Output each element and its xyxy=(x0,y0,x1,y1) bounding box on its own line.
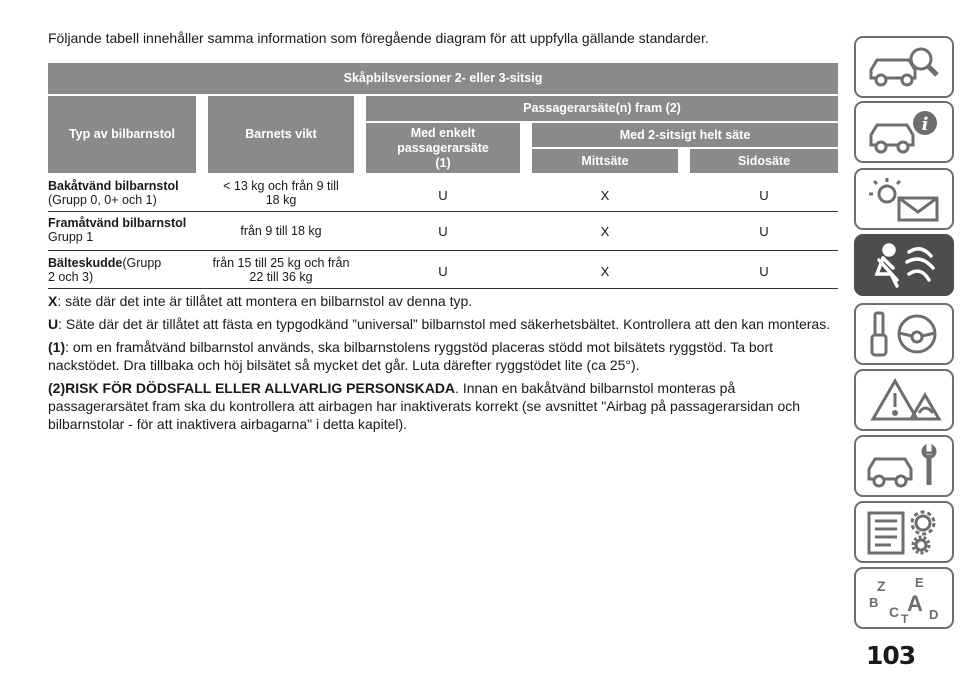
alphabet-index-icon xyxy=(863,573,945,623)
car-wrench-icon xyxy=(863,441,945,491)
note-1: (1): om en framåtvänd bilbarnstol används, ska bilbarnstolens ryggstöd placeras stödd mot bilsätets ryggstöd. Ta bort nackstödet. Dra tillbaka och höj bilsätet så mycket det går. Luta därefter ryggstödet lite (ca 25°). xyxy=(48,339,774,373)
svg-text:C: C xyxy=(889,604,900,620)
note-2: (2)RISK FÖR DÖDSFALL ELLER ALLVARLIG PERSONSKADA. Innan en bakåtvänd bilbarnstol monteras på passagerarsätet fram ska du kontrollera att airbagen har inaktiverats korrekt (se avsnittet "Airbag på passagerarsidan och bilbarnstolar - för att inaktivera airbagarna" i detta kapitel). xyxy=(48,380,801,432)
tab-safety[interactable] xyxy=(854,234,954,296)
row3-side: U xyxy=(759,264,769,279)
page-number: 103 xyxy=(866,641,916,670)
header-seat-type: Typ av bilbarnstol xyxy=(48,96,196,173)
row2-weight: från 9 till 18 kg xyxy=(240,224,322,238)
row2-middle: X xyxy=(600,224,610,239)
row1-type: Bakåtvänd bilbarnstol (Grupp 0, 0+ och 1) xyxy=(48,179,179,207)
svg-text:i: i xyxy=(921,114,929,135)
tab-start-drive[interactable] xyxy=(854,303,954,365)
header-bench-seat: Med 2-sitsigt helt säte xyxy=(532,123,838,147)
table-notes xyxy=(48,292,838,438)
tab-technical-data[interactable] xyxy=(854,501,954,563)
row3-weight: från 15 till 25 kg och från 22 till 36 kg xyxy=(212,256,350,284)
car-info-icon xyxy=(863,107,945,157)
row1-weight: < 13 kg och från 9 till 18 kg xyxy=(223,179,339,207)
header-middle-seat: Mittsäte xyxy=(532,149,678,173)
tab-emergency[interactable] xyxy=(854,369,954,431)
warning-triangle-icon xyxy=(863,375,945,425)
row1-side: U xyxy=(759,188,769,203)
header-single-seat: Med enkelt passagerarsäte (1) xyxy=(366,123,520,173)
tab-maintenance[interactable] xyxy=(854,435,954,497)
header-side-seat: Sidosäte xyxy=(690,149,838,173)
row1-middle: X xyxy=(600,188,610,203)
row3-single: U xyxy=(438,264,448,279)
row2-type: Framåtvänd bilbarnstol Grupp 1 xyxy=(48,216,187,244)
svg-text:B: B xyxy=(869,595,879,610)
child-seat-table xyxy=(48,63,838,291)
row1-single: U xyxy=(438,188,448,203)
car-search-icon xyxy=(863,42,945,92)
row2-single: U xyxy=(438,224,448,239)
intro-text: Följande tabell innehåller samma information som föregående diagram för att uppfylla gällande standarder. xyxy=(48,30,709,46)
row3-type: Bälteskudde(Grupp 2 och 3) xyxy=(48,256,162,284)
row2-side: U xyxy=(759,224,769,239)
note-u: U: Säte där det är tillåtet att fästa en typgodkänd ”universal” bilbarnstol med säkerhetsbältet. Kontrollera att den kan monteras. xyxy=(48,316,831,332)
key-steering-wheel-icon xyxy=(863,309,945,359)
seatbelt-airbag-icon xyxy=(863,240,945,290)
svg-text:Z: Z xyxy=(877,578,886,594)
table-title: Skåpbilsversioner 2- eller 3-sitsig xyxy=(48,63,838,94)
tab-car-info[interactable] xyxy=(854,101,954,163)
svg-text:E: E xyxy=(915,575,924,590)
header-front-seats: Passagerarsäte(n) fram (2) xyxy=(366,96,838,121)
row3-middle: X xyxy=(600,264,610,279)
note-x: X: säte där det inte är tillåtet att montera en bilbarnstol av denna typ. xyxy=(48,293,473,309)
warning-lights-mail-icon xyxy=(863,174,945,224)
header-child-weight: Barnets vikt xyxy=(208,96,354,173)
tab-index[interactable] xyxy=(854,567,954,629)
specs-gear-icon xyxy=(863,507,945,557)
tab-warning-lights[interactable] xyxy=(854,168,954,230)
svg-text:T: T xyxy=(901,612,909,623)
svg-text:A: A xyxy=(907,591,923,616)
svg-text:D: D xyxy=(929,607,939,622)
tab-car-search[interactable] xyxy=(854,36,954,98)
